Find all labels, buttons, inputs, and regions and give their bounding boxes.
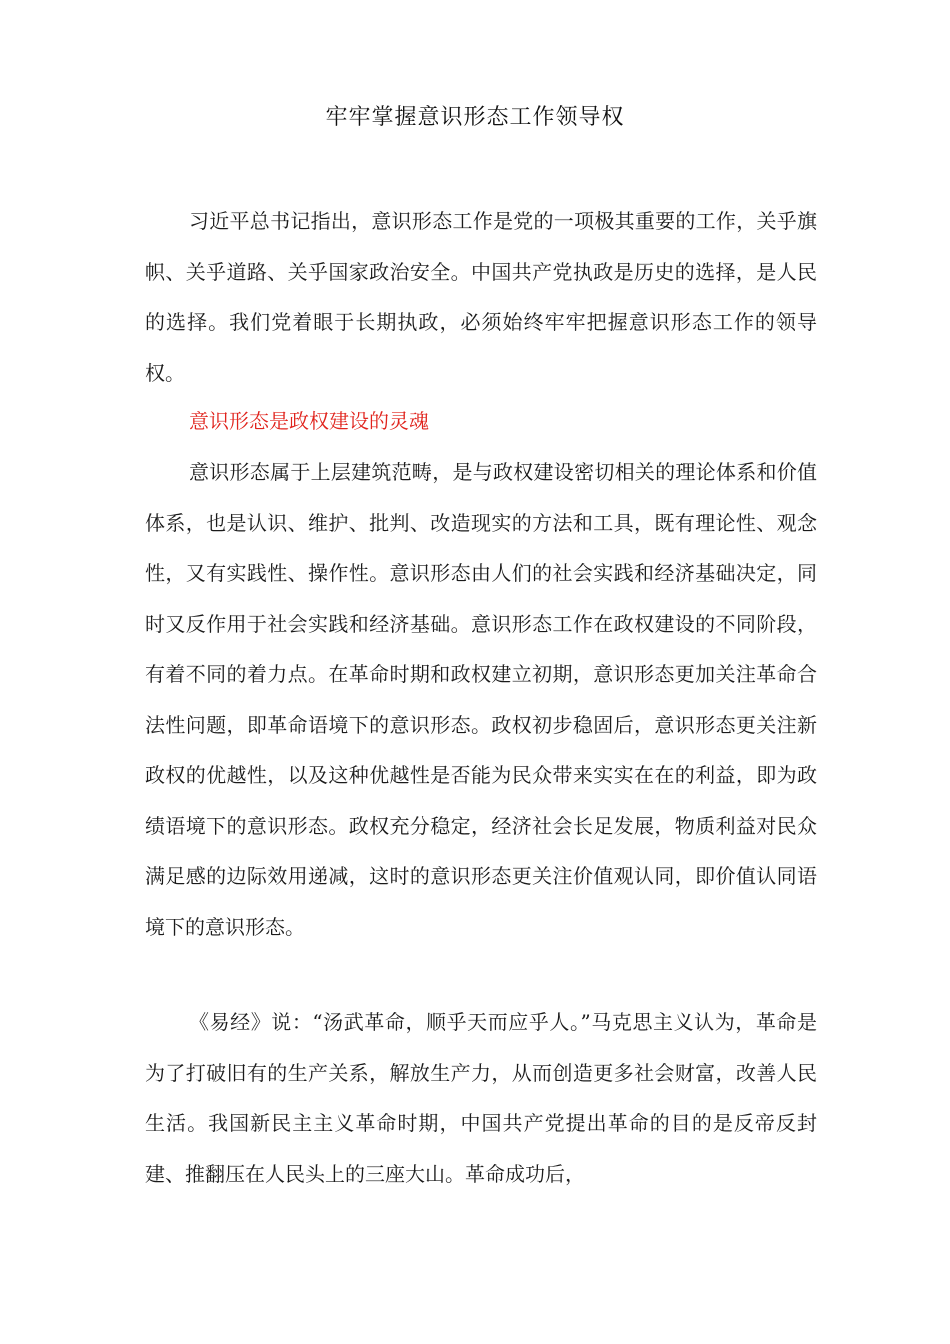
paragraph-ideology-stages: 意识形态属于上层建筑范畴，是与政权建设密切相关的理论体系和价值体系，也是认识、维护、批判、改造现实的方法和工具，既有理论性、观念性，又有实践性、操作性。意识形态由人们的社会实践和经济基础决定，同时又反作用于社会实践和经济基础。意识形态工作在政权建设的不同阶段，有着不同的着力点。在革命时期和政权建立初期，意识形态更加关注革命合法性问题，即革命语境下的意识形态。政权初步稳固后，意识形态更关注新政权的优越性，以及这种优越性是否能为民众带来实实在在的利益，即为政绩语境下的意识形态。政权充分稳定，经济社会长足发展，物质利益对民众满足感的边际效用递减，这时的意识形态更关注价值观认同，即价值认同语境下的意识形态。 — [145, 460, 817, 939]
section-heading: 意识形态是政权建设的灵魂 — [189, 409, 429, 433]
paragraph-intro: 习近平总书记指出，意识形态工作是党的一项极其重要的工作，关乎旗帜、关乎道路、关乎国家政治安全。中国共产党执政是历史的选择，是人民的选择。我们党着眼于长期执政，必须始终牢牢把握意识形态工作的领导权。 — [145, 209, 817, 385]
paragraph-revolution: 《易经》说：“汤武革命，顺乎天而应乎人。”马克思主义认为，革命是为了打破旧有的生产关系，解放生产力，从而创造更多社会财富，改善人民生活。我国新民主主义革命时期，中国共产党提出革命的目的是反帝反封建、推翻压在人民头上的三座大山。革命成功后， — [145, 1010, 817, 1186]
document-title: 牢牢掌握意识形态工作领导权 — [325, 105, 625, 130]
